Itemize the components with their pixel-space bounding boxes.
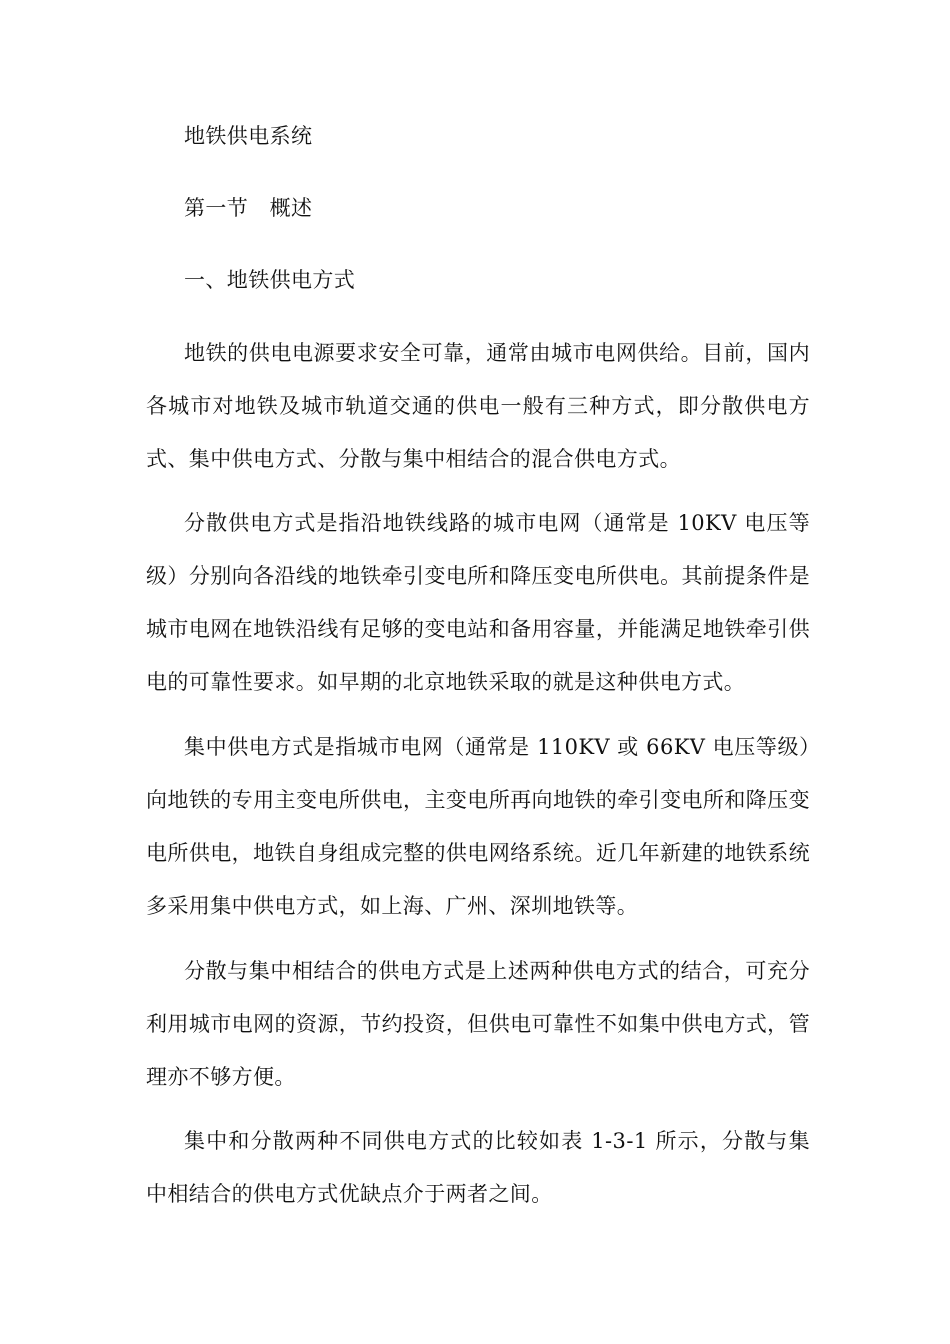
paragraph-1: 地铁的供电电源要求安全可靠，通常由城市电网供给。目前，国内各城市对地铁及城市轨道交通的供电一般有三种方式，即分散供电方式、集中供电方式、分散与集中相结合的混合供电方式。 — [146, 341, 810, 471]
paragraph-3: 集中供电方式是指城市电网（通常是 110KV 或 66KV 电压等级）向地铁的专用主变电所供电，主变电所再向地铁的牵引变电所和降压变电所供电，地铁自身组成完整的供电网络系统。近几年新建的地铁系统多采用集中供电方式，如上海、广州、深圳地铁等。 — [146, 735, 810, 918]
subsection-heading: 一、地铁供电方式 — [184, 268, 356, 292]
document-title: 地铁供电系统 — [184, 124, 313, 148]
section-heading: 第一节 概述 — [184, 196, 313, 220]
paragraph-2: 分散供电方式是指沿地铁线路的城市电网（通常是 10KV 电压等级）分别向各沿线的地铁牵引变电所和降压变电所供电。其前提条件是城市电网在地铁沿线有足够的变电站和备用容量，并能满足地铁牵引供电的可靠性要求。如早期的北京地铁采取的就是这种供电方式。 — [146, 511, 810, 694]
paragraph-5: 集中和分散两种不同供电方式的比较如表 1-3-1 所示，分散与集中相结合的供电方式优缺点介于两者之间。 — [146, 1129, 810, 1206]
paragraph-4: 分散与集中相结合的供电方式是上述两种供电方式的结合，可充分利用城市电网的资源，节约投资，但供电可靠性不如集中供电方式，管理亦不够方便。 — [146, 959, 810, 1089]
